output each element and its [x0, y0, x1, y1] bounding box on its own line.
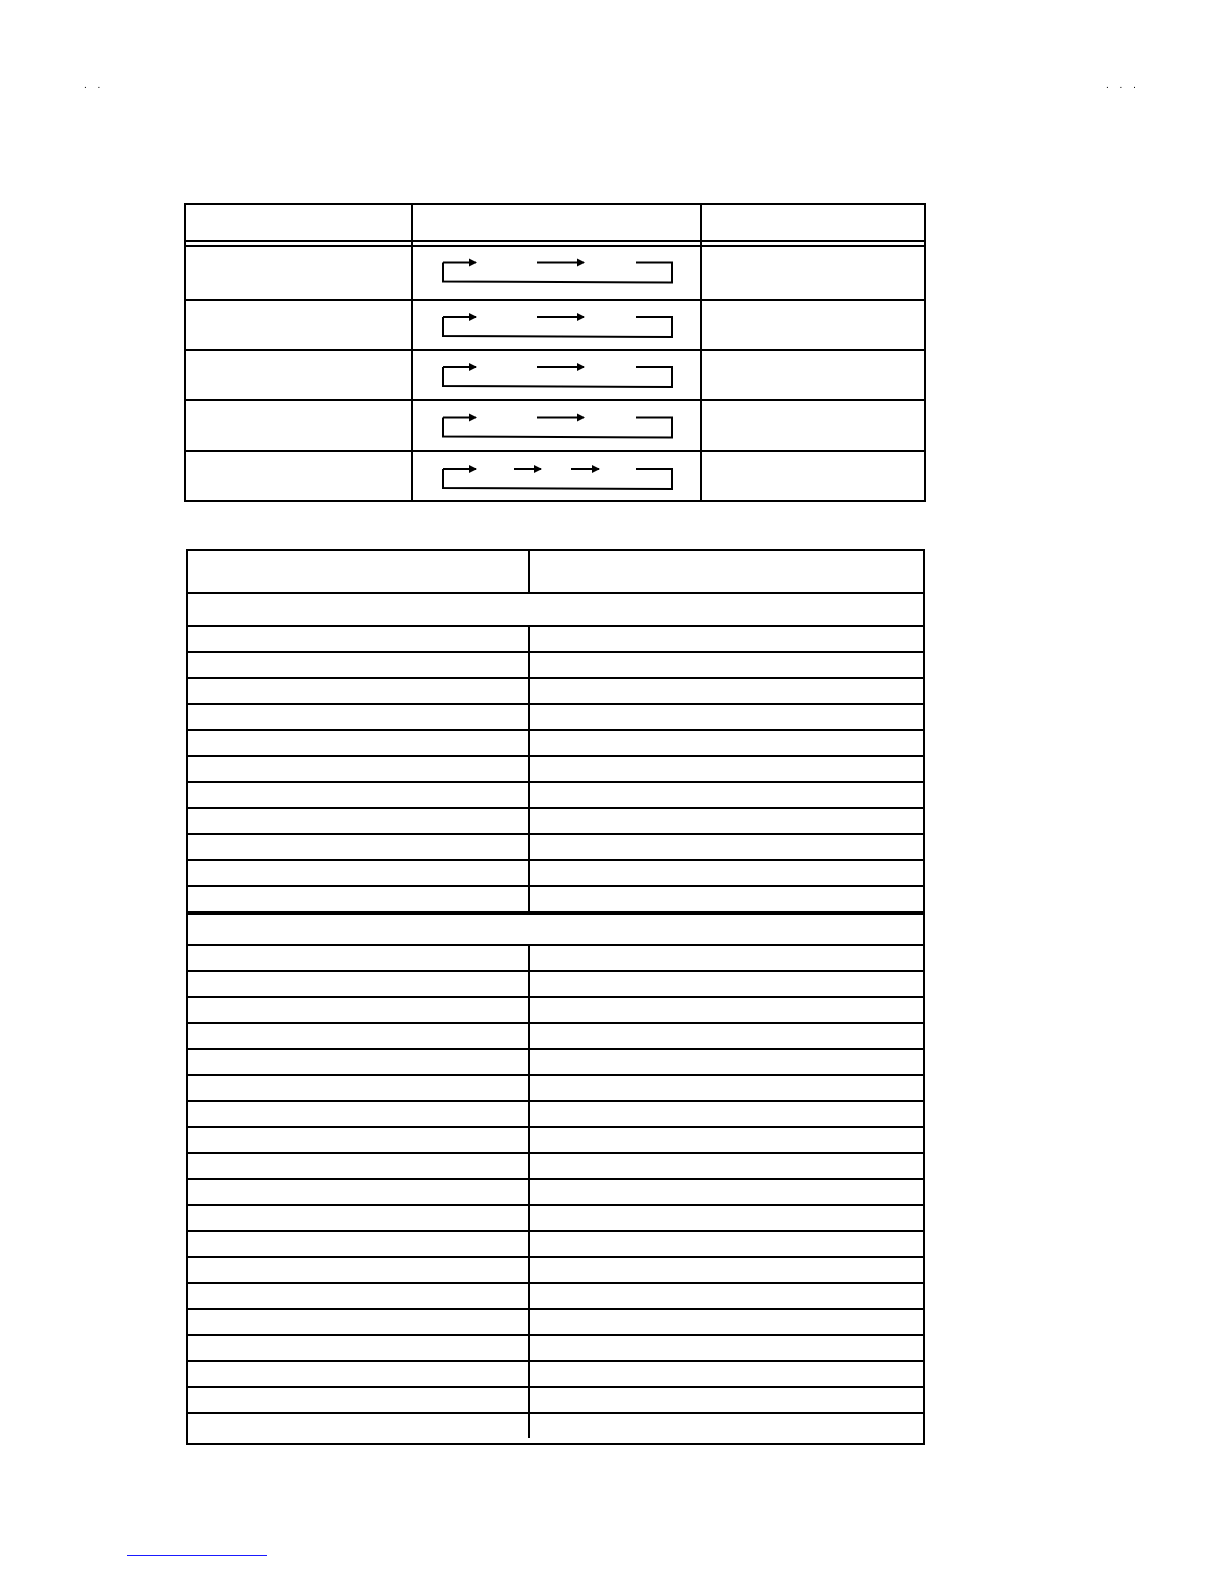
row-divider: [188, 885, 923, 887]
column-divider: [528, 625, 530, 911]
return-loop-line: [443, 469, 672, 489]
column-divider: [528, 551, 530, 592]
return-loop-line: [443, 418, 672, 438]
row-divider: [188, 807, 923, 809]
section-divider: [188, 944, 923, 946]
return-loop-line: [443, 263, 672, 283]
row-divider: [188, 1308, 923, 1310]
row-divider: [188, 755, 923, 757]
section-divider: [188, 625, 923, 627]
flow-diagram: [414, 351, 702, 399]
row-divider: [188, 1204, 923, 1206]
row-divider: [188, 781, 923, 783]
row-divider: [188, 651, 923, 653]
flow-diagram-cell: [414, 301, 702, 349]
flow-diagram-cell: [414, 401, 702, 450]
corner-mark-left: . .: [84, 80, 105, 91]
flow-diagram-cell: [414, 452, 702, 502]
row-divider: [188, 996, 923, 998]
return-loop-line: [443, 367, 672, 387]
row-divider: [188, 1256, 923, 1258]
row-divider: [188, 703, 923, 705]
footer-link-underline[interactable]: [127, 1555, 267, 1556]
row-divider: [188, 1412, 923, 1414]
flow-diagram: [414, 301, 702, 349]
row-divider: [188, 1048, 923, 1050]
row-divider: [188, 1360, 923, 1362]
header-divider: [188, 592, 923, 594]
row-divider: [188, 1178, 923, 1180]
flow-diagram: [414, 452, 702, 502]
row-divider: [188, 859, 923, 861]
flow-diagram: [414, 401, 702, 450]
row-divider: [188, 1334, 923, 1336]
row-divider: [188, 1152, 923, 1154]
row-divider: [188, 970, 923, 972]
two-column-table: [186, 549, 925, 1445]
row-divider: [188, 1230, 923, 1232]
flow-diagram-cell: [414, 242, 702, 299]
corner-mark-right: . . .: [1106, 80, 1140, 91]
row-divider: [188, 1126, 923, 1128]
row-divider: [188, 1386, 923, 1388]
flow-diagram-cell: [414, 351, 702, 399]
flow-pattern-table: [184, 203, 926, 502]
row-divider: [188, 833, 923, 835]
row-divider: [188, 729, 923, 731]
column-divider: [528, 944, 530, 1438]
row-divider: [188, 1100, 923, 1102]
column-divider: [411, 205, 413, 500]
return-loop-line: [443, 317, 672, 337]
row-divider: [188, 677, 923, 679]
section-break: [188, 911, 923, 915]
row-divider: [188, 1282, 923, 1284]
row-divider: [188, 1022, 923, 1024]
row-divider: [188, 1074, 923, 1076]
flow-diagram: [414, 242, 702, 299]
